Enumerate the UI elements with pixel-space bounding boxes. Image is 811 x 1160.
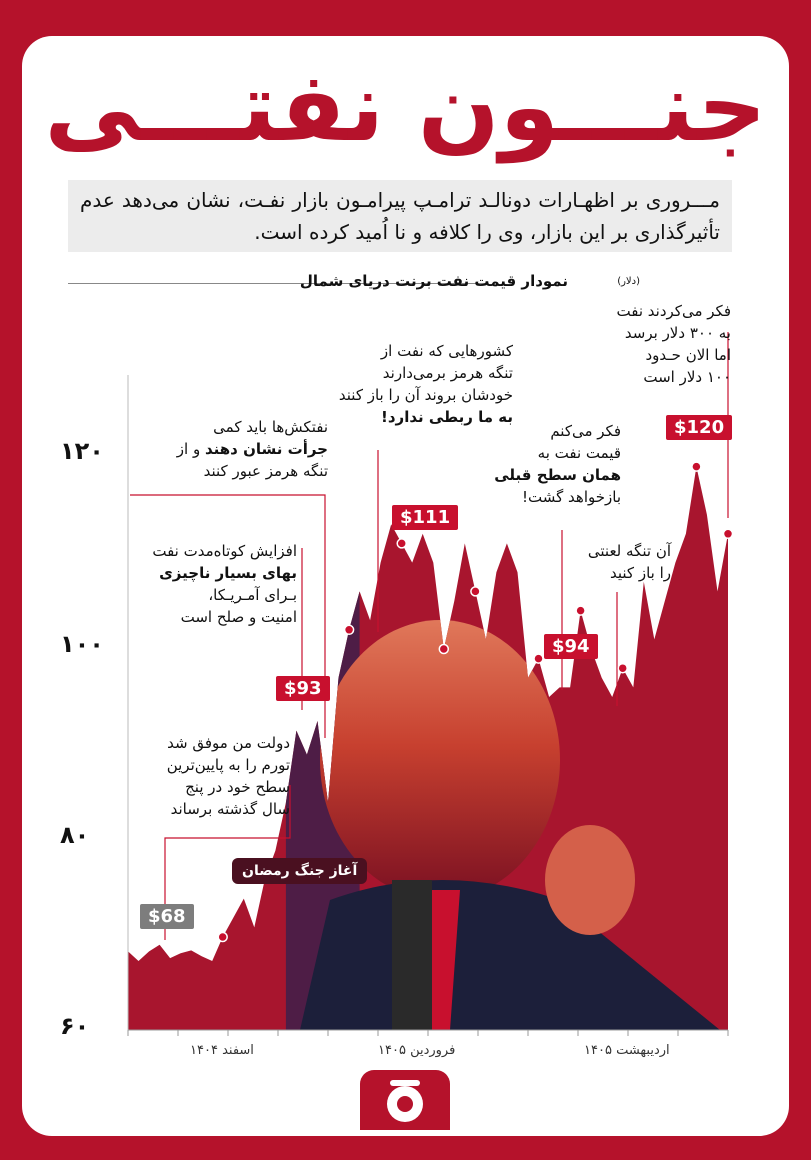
data-point <box>534 654 543 663</box>
subtitle: مـــروری بر اظهـارات دونالـد ترامـپ پیرامـون بازار نفـت، نشان می‌دهد عدم تأثیرگذاری بر این بازار، وی را کلافه و نا اُمید کرده است. <box>68 180 732 252</box>
quote-line: بـرای آمـریـکا، <box>208 586 297 604</box>
quote-emphasis: بهای بسیار ناچیزی <box>159 564 297 582</box>
x-tick-marks <box>128 1030 728 1036</box>
data-point <box>439 645 448 654</box>
quote-line: تنگه هرمز برمی‌دارند <box>382 364 513 382</box>
quote-line: ۱۰۰ دلار است <box>643 368 731 386</box>
price-badge-68: $68 <box>140 904 194 929</box>
brand-logo <box>360 1070 450 1130</box>
quote-line: فکر می‌کنم <box>550 422 621 440</box>
data-point <box>218 933 227 942</box>
quote-line: نفتکش‌ها باید کمی <box>213 418 328 436</box>
page-title: جنـــون نفتـــی <box>44 51 767 163</box>
y-tick-label-80: ۸۰ <box>60 821 90 849</box>
quote-short-term-rise <box>152 540 297 628</box>
quote-emphasis: به ما ربطی ندارد! <box>381 408 513 426</box>
quote-line: تورم را به پایین‌ترین <box>166 756 290 774</box>
price-badge-120: $120 <box>666 415 732 440</box>
quote-line: اما الان حـدود <box>645 346 731 364</box>
microphone <box>392 880 432 1030</box>
data-point <box>576 606 585 615</box>
quote-line: کشورهایی که نفت از <box>380 342 513 360</box>
quote-line: آن تنگه لعنتی <box>587 542 671 560</box>
quote-emphasis: همان سطح قبلی <box>494 466 621 484</box>
quote-line: امنیت و صلح است <box>180 608 297 626</box>
quote-line: را باز کنید <box>609 564 671 582</box>
y-tick-label-100: ۱۰۰ <box>60 630 104 658</box>
quote-line: تنگه هرمز عبور کنند <box>203 462 328 480</box>
price-badge-94: $94 <box>544 634 598 659</box>
quote-line: قیمت نفت به <box>537 444 621 462</box>
y-tick-label-60: ۶۰ <box>60 1012 90 1040</box>
quote-open-strait <box>588 540 671 584</box>
quote-line: بازخواهد گشت! <box>522 488 621 506</box>
quote-hormuz-countries <box>339 340 513 428</box>
quote-line: سال گذشته برساند <box>170 800 290 818</box>
chart-title: نمودار قیمت نفت برنت دریای شمال <box>299 272 568 290</box>
chart-unit: (دلار) <box>617 276 640 287</box>
logo-mark-icon <box>360 1070 450 1130</box>
x-tick-label-esfand: اسفند ۱۴۰۴ <box>190 1043 254 1058</box>
price-badge-111: $111 <box>392 505 458 530</box>
figure-fist <box>545 825 635 935</box>
quote-300-dollars <box>617 300 731 388</box>
quote-line: سطح خود در پنج <box>185 778 290 796</box>
quote-emphasis: جرأت نشان دهند <box>204 440 328 458</box>
data-point <box>692 462 701 471</box>
quote-text: و از <box>176 440 205 458</box>
data-point <box>345 625 354 634</box>
price-badge-93: $93 <box>276 676 330 701</box>
x-tick-label-ordibehesht: اردیبهشت ۱۴۰۵ <box>584 1043 670 1058</box>
quote-line: افزایش کوتاه‌مدت نفت <box>152 542 297 560</box>
quote-line <box>494 464 621 486</box>
quote-line <box>177 438 328 460</box>
quote-line: دولت من موفق شد <box>167 734 290 752</box>
quote-inflation <box>167 732 290 820</box>
data-point <box>397 539 406 548</box>
quote-line: فکر می‌کردند نفت <box>616 302 731 320</box>
quote-previous-level <box>494 420 621 508</box>
data-point <box>618 664 627 673</box>
quote-tankers <box>177 416 328 482</box>
y-tick-label-120: ۱۲۰ <box>60 437 104 465</box>
quote-line <box>339 406 513 428</box>
event-tag-war-start: آغاز جنگ رمضان <box>232 858 367 884</box>
data-point <box>471 587 480 596</box>
quote-line <box>152 562 297 584</box>
data-point <box>724 529 733 538</box>
quote-line: خودشان بروند آن را باز کنند <box>338 386 513 404</box>
x-tick-label-farvardin: فروردین ۱۴۰۵ <box>378 1043 456 1058</box>
quote-line: به ۳۰۰ دلار برسد <box>624 324 731 342</box>
